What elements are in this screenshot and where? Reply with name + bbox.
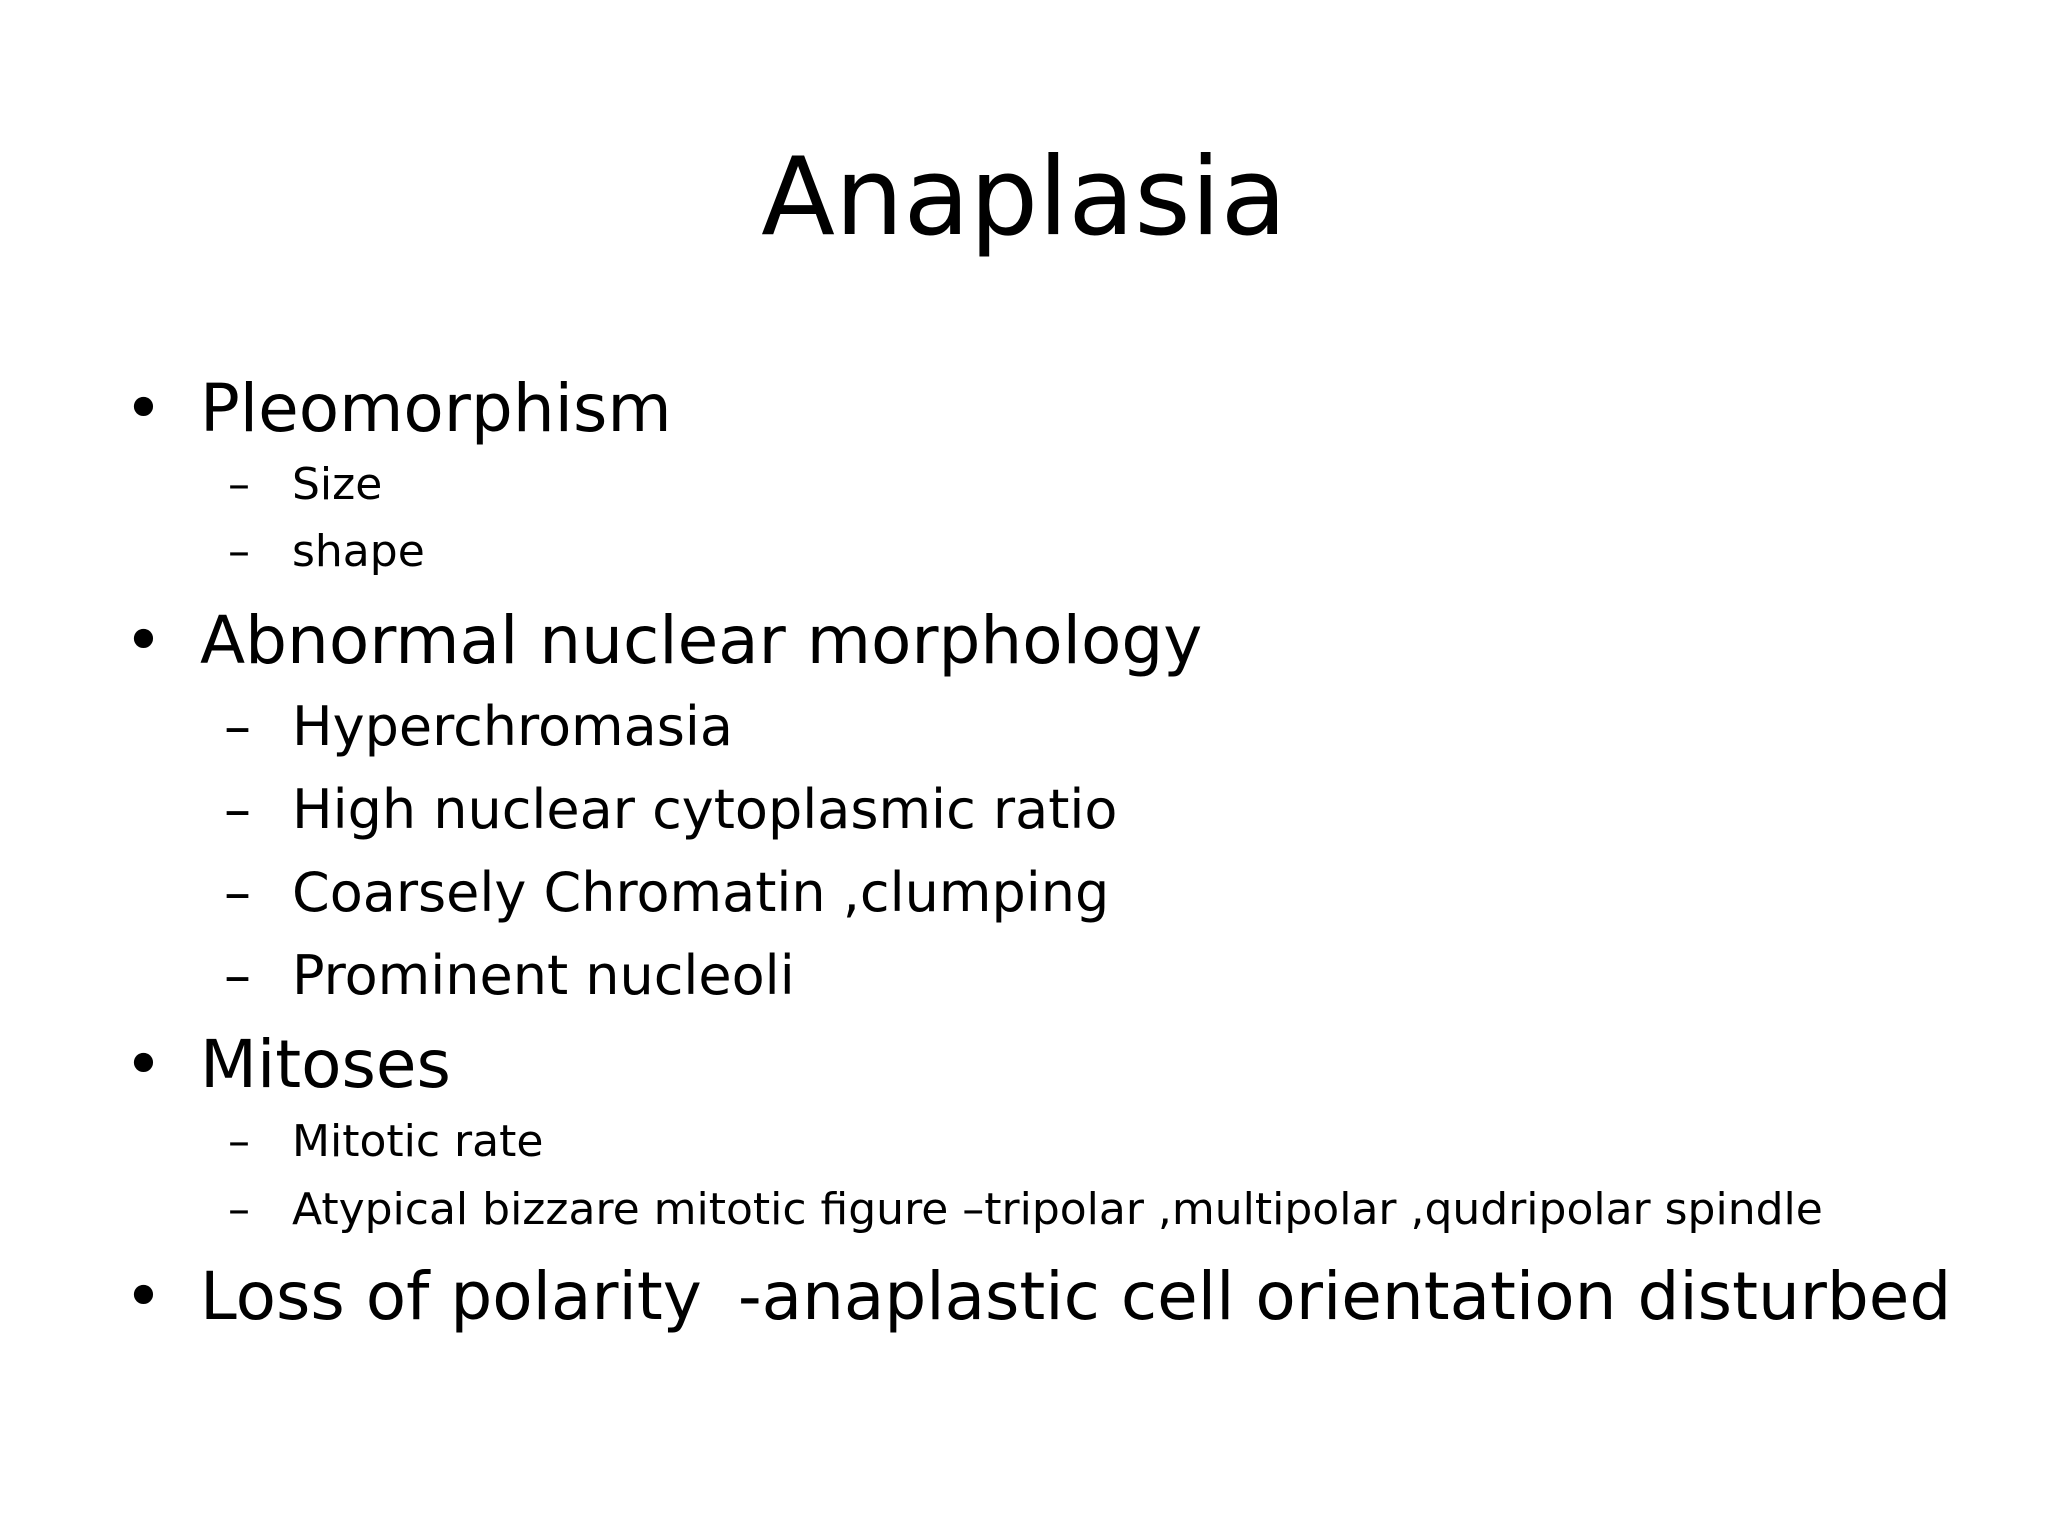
- sub-bullet-mitotic-rate: [228, 1116, 544, 1167]
- sub-bullet-atypical-mitotic-figure: [228, 1184, 1823, 1235]
- sub-bullet-marker: –: [228, 526, 250, 577]
- sub-bullet-text: High nuclear cytoplasmic ratio: [292, 778, 1118, 841]
- bullet-marker: •: [124, 1258, 163, 1335]
- bullet-text: Pleomorphism: [200, 370, 672, 447]
- bullet-marker: •: [124, 370, 163, 447]
- sub-bullet-text: shape: [292, 526, 425, 577]
- sub-bullet-marker: –: [228, 1184, 250, 1235]
- bullet-detail-text: -anaplastic cell orientation disturbed: [737, 1258, 1952, 1335]
- sub-bullet-marker: –: [228, 459, 250, 510]
- sub-bullet-coarsely-chromatin: [224, 861, 1110, 924]
- sub-bullet-marker: –: [224, 695, 251, 758]
- bullet-text: Loss of polarity: [200, 1258, 702, 1335]
- bullet-marker: •: [124, 1026, 163, 1103]
- sub-bullet-marker: –: [228, 1116, 250, 1167]
- sub-bullet-text: Mitotic rate: [292, 1116, 544, 1167]
- bullet-pleomorphism: [124, 370, 672, 447]
- bullet-text: Mitoses: [200, 1026, 451, 1103]
- bullet-mitoses: [124, 1026, 451, 1103]
- sub-bullet-shape: [228, 526, 425, 577]
- sub-bullet-high-nc-ratio: [224, 778, 1118, 841]
- sub-bullet-text: Coarsely Chromatin ,clumping: [292, 861, 1110, 924]
- slide-title: Anaplasia: [761, 135, 1287, 260]
- sub-bullet-text: Prominent nucleoli: [292, 944, 795, 1007]
- sub-bullet-text: Size: [292, 459, 383, 510]
- bullet-abnormal-nuclear-morphology: [124, 602, 1203, 679]
- sub-bullet-marker: –: [224, 778, 251, 841]
- sub-bullet-hyperchromasia: [224, 695, 733, 758]
- bullet-text: Abnormal nuclear morphology: [200, 602, 1203, 679]
- sub-bullet-prominent-nucleoli: [224, 944, 795, 1007]
- sub-bullet-marker: –: [224, 861, 251, 924]
- bullet-loss-of-polarity: [124, 1258, 1952, 1335]
- sub-bullet-text: Atypical bizzare mitotic figure –tripolar ,multipolar ,qudripolar spindle: [292, 1184, 1823, 1235]
- bullet-marker: •: [124, 602, 163, 679]
- sub-bullet-marker: –: [224, 944, 251, 1007]
- sub-bullet-size: [228, 459, 383, 510]
- sub-bullet-text: Hyperchromasia: [292, 695, 733, 758]
